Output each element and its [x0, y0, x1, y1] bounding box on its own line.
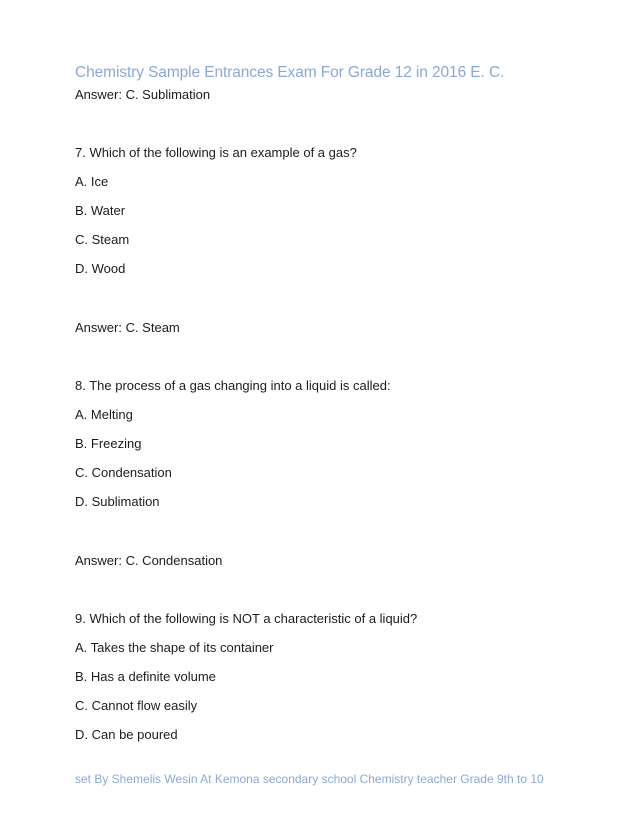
question-8-option-a: A. Melting [75, 407, 133, 422]
question-7-option-b: B. Water [75, 203, 126, 218]
question-7-option-c: C. Steam [75, 232, 130, 247]
question-9-option-d: D. Can be poured [75, 727, 178, 742]
question-9-option-b: B. Has a definite volume [75, 669, 216, 684]
question-8-option-b: B. Freezing [75, 436, 142, 451]
question-8-option-c: C. Condensation [75, 465, 172, 480]
question-8-text: 8. The process of a gas changing into a liquid is called: [75, 378, 391, 393]
previous-answer: Answer: C. Sublimation [75, 87, 211, 102]
question-7-text: 7. Which of the following is an example of a gas? [75, 145, 357, 160]
question-8-answer: Answer: C. Condensation [75, 553, 223, 568]
question-9-option-c: C. Cannot flow easily [75, 698, 198, 713]
question-7-option-a: A. Ice [75, 174, 109, 189]
page-header-title: Chemistry Sample Entrances Exam For Grade 12 in 2016 E. C. [75, 64, 505, 81]
page-footer: set By Shemelis Wesin At Kemona secondary school Chemistry teacher Grade 9th to 10 [75, 772, 544, 786]
question-7-answer: Answer: C. Steam [75, 320, 180, 335]
question-9-option-a: A. Takes the shape of its container [75, 640, 274, 655]
question-8-option-d: D. Sublimation [75, 494, 160, 509]
question-7-option-d: D. Wood [75, 261, 126, 276]
question-9-text: 9. Which of the following is NOT a characteristic of a liquid? [75, 611, 418, 626]
